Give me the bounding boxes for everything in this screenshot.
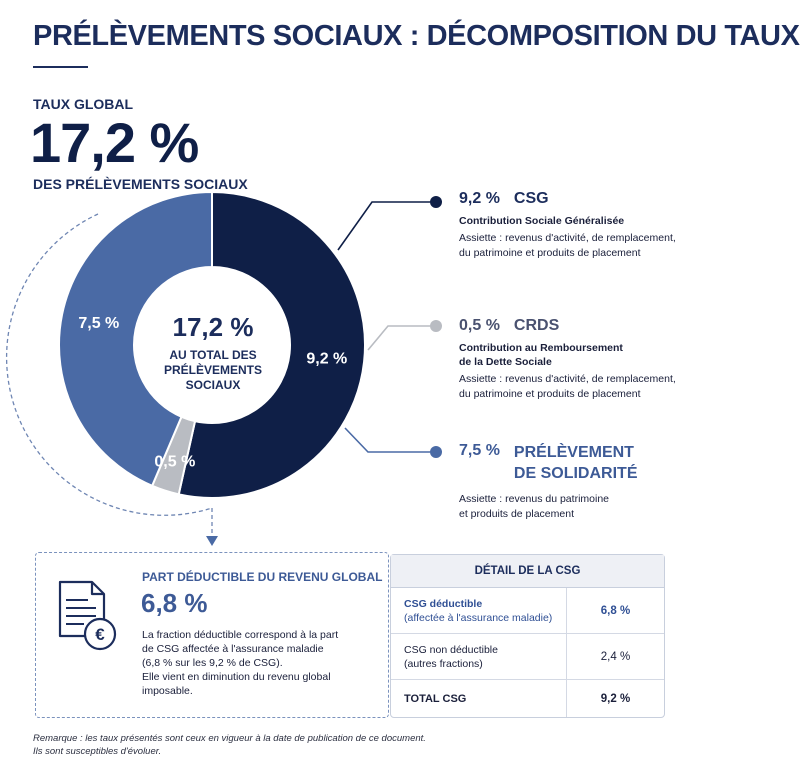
csg-row-sublabel: (affectée à l'assurance maladie) — [404, 611, 553, 624]
document-euro-icon — [56, 580, 120, 654]
csg-row-value: 9,2 % — [600, 692, 631, 705]
legend-item-crds — [459, 317, 676, 402]
connector-dot-solidarite — [430, 446, 442, 458]
csg-row-label: CSG déductible — [404, 597, 483, 610]
deductible-value: 6,8 % — [141, 588, 208, 618]
donut-center-value: 17,2 % — [172, 312, 254, 342]
title-underline — [33, 66, 88, 68]
connector-dot-crds — [430, 320, 442, 332]
svg-text:€: € — [95, 625, 105, 644]
legend-solidarite-base: Assiette : revenus du patrimoine et produits de placement — [459, 493, 609, 520]
connector-line-crds — [368, 326, 430, 350]
csg-row-label: TOTAL CSG — [404, 692, 467, 705]
page-title: PRÉLÈVEMENTS SOCIAUX : DÉCOMPOSITION DU TAUX — [33, 20, 800, 52]
connector-dot-csg — [430, 196, 442, 208]
legend-csg-pct: 9,2 % — [459, 190, 500, 207]
donut-slice-label-csg: 9,2 % — [306, 350, 348, 368]
table-row — [391, 680, 664, 717]
global-rate-label: TAUX GLOBAL — [33, 96, 134, 112]
deductible-title: PART DÉDUCTIBLE DU REVENU GLOBAL — [142, 570, 383, 584]
legend-item-csg — [459, 190, 676, 261]
legend-item-solidarite — [459, 442, 637, 522]
legend-csg-name: CSG — [513, 190, 549, 207]
global-rate-sublabel: DES PRÉLÈVEMENTS SOCIAUX — [33, 176, 248, 192]
dashed-guide-arrow — [206, 536, 218, 546]
legend-crds-base: Assiette : revenus d'activité, de remplacement, du patrimoine et produits de placement — [459, 373, 676, 400]
csg-table-header: DÉTAIL DE LA CSG — [391, 555, 664, 588]
connector-line-csg — [338, 202, 430, 250]
global-rate-value: 17,2 % — [30, 111, 199, 174]
legend-csg-base: Assiette : revenus d'activité, de remplacement, du patrimoine et produits de placement — [459, 232, 676, 259]
csg-detail-table — [390, 554, 665, 718]
legend-solidarite-pct: 7,5 % — [459, 442, 500, 459]
donut-slice-label-solidarite: 7,5 % — [78, 314, 120, 332]
legend-crds-full-name: Contribution au Remboursement de la Dette Sociale — [459, 342, 623, 368]
donut-slices — [59, 192, 365, 498]
donut-center-label: AU TOTAL DES PRÉLÈVEMENTS SOCIAUX — [163, 348, 262, 392]
legend-crds-name: CRDS — [513, 317, 560, 334]
csg-row-label: CSG non déductible — [404, 643, 498, 656]
csg-row-value: 2,4 % — [600, 650, 631, 663]
footnote: Remarque : les taux présentés sont ceux en vigueur à la date de publication de ce document. Ils sont susceptibles d'évoluer. — [33, 733, 426, 757]
legend-solidarite-name: PRÉLÈVEMENT DE SOLIDARITÉ — [513, 444, 638, 482]
table-row — [391, 634, 664, 680]
legend-crds-pct: 0,5 % — [459, 317, 500, 334]
csg-row-sublabel: (autres fractions) — [404, 657, 483, 670]
deductible-text: La fraction déductible correspond à la part de CSG affectée à l'assurance maladie (6,8 % sur les 9,2 % de CSG). Elle vient en diminution du revenu global imposable. — [142, 629, 339, 697]
connector-line-solidarite — [345, 428, 430, 452]
table-row — [391, 588, 664, 634]
legend-csg-full-name: Contribution Sociale Généralisée — [459, 215, 625, 227]
csg-row-value: 6,8 % — [600, 604, 631, 617]
donut-slice-label-crds: 0,5 % — [154, 453, 196, 471]
